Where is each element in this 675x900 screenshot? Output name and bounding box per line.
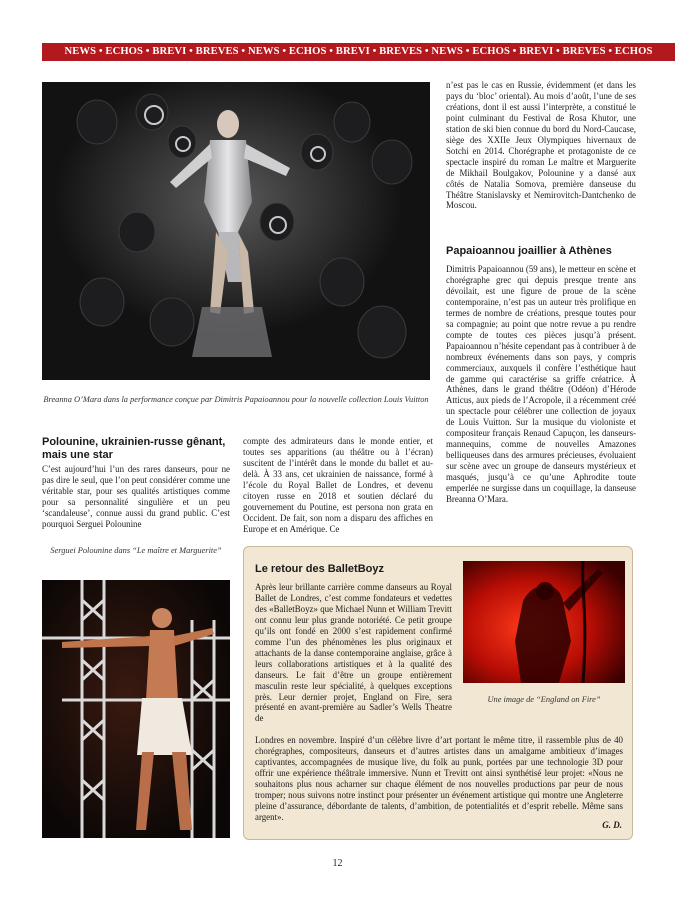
balletboyz-signature: G. D. [602,820,622,830]
balletboyz-body-top [255,582,452,724]
polounine-body-left [42,464,230,530]
england-on-fire-caption: Une image de “England on Fire” [487,695,601,704]
polounine-paragraph-middle: compte des admirateurs dans le monde entier, et toutes ses apparitions (au théâtre ou à l’écran) suscitent de l’intérêt dans le monde du ballet et au-delà. À 33 ans, cet ukrainien de naissance, formé à l’école du Royal Ballet de Londres, et devenu citoyen russe en 2018 et soutien déclaré du gouvernement du Poutine, est persona non grata en Occident. De fait, son nom a disparu des affiches en Europe et en Amérique. Ce [243,436,433,534]
photo-main-caption: Breanna O’Mara dans la performance conçue par Dimitris Papaioannou pour la nouvelle collection Louis Vuitton [43,395,429,404]
page-number: 12 [332,858,343,869]
balletboyz-paragraph-top: Après leur brillante carrière comme danseurs au Royal Ballet de Londres, c’est comme fondateurs et vedettes des «BalletBoyz» que Michael Nunn et William Trevitt ont connu leur plus grande notoriété. Ce petit groupe qu’ils ont fondé en 2000 s’est rapidement confirmé comme l’un des phénomènes les plus originaux et attachants de la danse contemporaine anglaise, grâce à leurs collaborations artistiques et à la qualité des danseurs. Le fait d’être un groupe entièrement masculin reste leur spécialité, à quelques exceptions près. Leur dernier projet, England on Fire, sera présenté en avant-première au Sadler’s Wells Theatre de [255,582,452,724]
intro-paragraph: n’est pas le cas en Russie, évidemment (et dans les pays du ‘bloc’ oriental). Au mois d’août, l’une de ses créations, dont il est aussi l’interprète, a constitué le point culminant du Festival de Rosa Khutor, une station de ski bien connue du bord du Nord-Caucase, siège des XXIIe Jeux Olympiques hivernaux de Sotchi en 2014. Chorégraphe et protagoniste de ce spectacle inspiré du roman Le maître et Marguerite de Mikhail Boulgakov, Polounine y a dansé aux côtés de Natalia Somova, première danseuse du Théâtre Stanislavsky et Nemirovitch-Dantchenko de Moscou. [446,80,636,211]
balletboyz-body-bottom [255,735,623,823]
polounine-paragraph-left: C’est aujourd’hui l’un des rares danseurs, pour ne pas dire le seul, que l’on peut considérer comme une véritable star, pour ses qualités artistiques comme pour sa personnalité singulière et un peu ‘scandaleuse’, connue aussi du grand public. C’est pourquoi Serguei Polounine [42,464,230,529]
balletboyz-paragraph-bottom: Londres en novembre. Inspiré d’un célèbre livre d’art portant le même titre, il rassemble plus de 40 chorégraphes, compositeurs, danseurs et d’autres artistes dans un amalgame ambitieux d’images captivantes, accompagnées de musique live, du folk au punk, portées par une technologie 3D pour offrir une expérience théâtrale immersive. Nunn et Trevitt ont ainsi synthétisé leur projet: «Nous ne souhaitons plus nous acharner sur chaque élément de nos nouvelles productions par peur de nous tromper; nous suivons notre instinct pour présenter un événement artistique qui montre une Angleterre pleine d’assurance, débordante de talents, d’ambition, de potentialités et d’esprit rebelle. Même sans argent». [255,735,623,822]
article-body-papaioannou [446,264,636,505]
polounine-photo-caption: Serguei Polounine dans “Le maître et Marguerite” [50,546,222,555]
polounine-body-middle [243,436,433,535]
papaioannou-paragraph: Dimitris Papaioannou (59 ans), le metteur en scène et chorégraphe grec qui depuis presque trente ans dévoilait, est une figure de proue de la scène contemporaine, n’est pas un auteur très prolifique en termes de nombre de créations, presque toutes pour sa compagnie; au point que notre revue a pu rendre compte de toutes ces pièces jusqu’à présent. Papaioannou n’hésite cependant pas à contribuer à de nombreux événements dans son pays, y compris commerciaux, auxquels il confère l’esthétique haut de gamme qui caractérise sa griffe créatrice. À Athènes, dans le grand théâtre (Odéon) d’Hérode Atticus, aux pieds de l’Acropole, il a récemment créé un spectacle pour célébrer une collection de joyaux de Louis Vuitton. Sur la musique du violoniste et compositeur français Renaud Capuçon, les danseurs-mannequins, comme de nouvelles Amazones belliqueuses dans des armures précieuses, évoluaient sur scène avec un groupe de danseurs mystérieux et masqués, jusqu’à ce qu’une Aphrodite toute emperlée ne surgisse dans un coquillage, la danseuse Breanna O’Mara. [446,264,637,505]
news-banner: NEWS • ECHOS • BREVI • BREVES • NEWS • ECHOS • BREVI • BREVES • NEWS • ECHOS • BREVI • BREVES • ECHOS [42,43,675,61]
photo-performance-louis-vuitton [42,82,430,380]
article-title-papaioannou: Papaioannou joaillier à Athènes [446,245,612,257]
article-title-balletboyz: Le retour des BalletBoyz [255,563,384,575]
article-title-polounine: Polounine, ukrainien-russe gênant, mais une star [42,436,226,461]
photo-england-on-fire [463,561,625,683]
right-column-intro [446,80,636,211]
photo-polounine-maitre-marguerite [42,580,230,838]
